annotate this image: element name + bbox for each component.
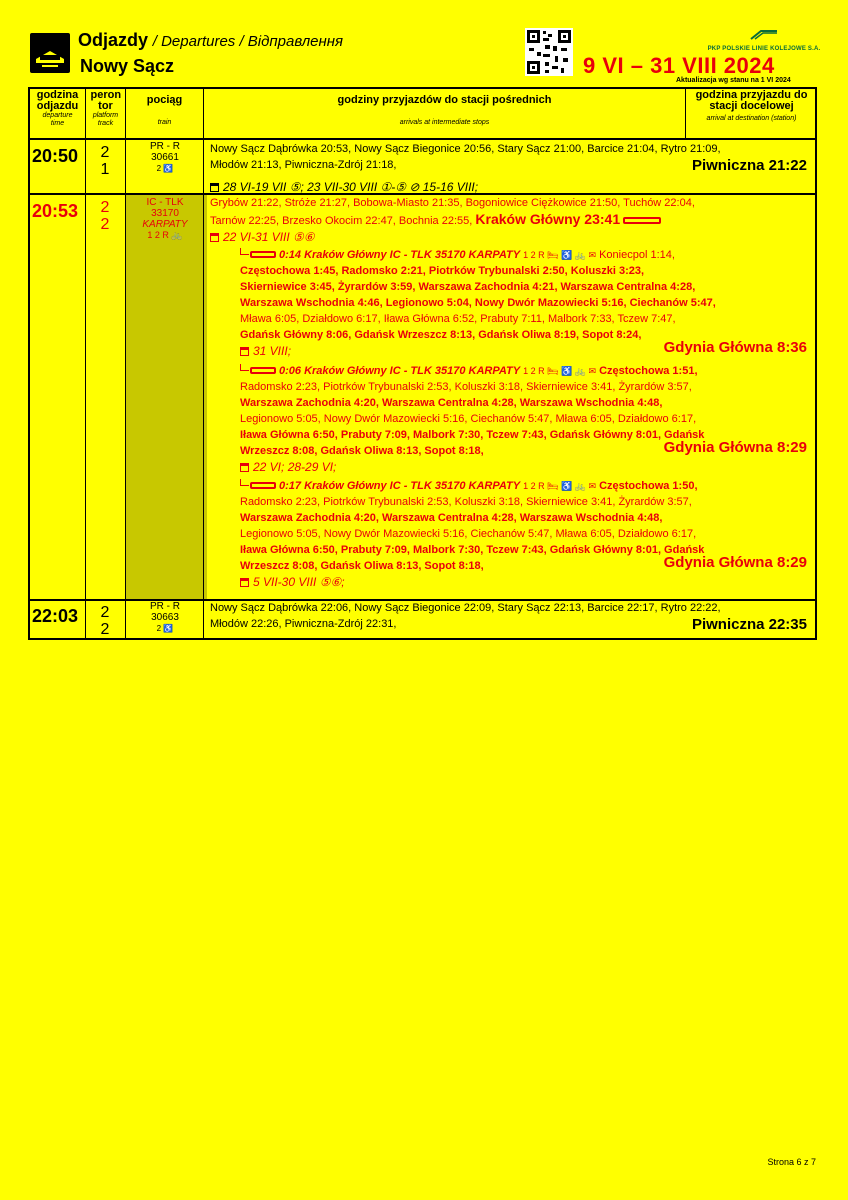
destination-arrival: Piwniczna 22:35 <box>691 616 807 633</box>
intermediate-stops <box>210 141 721 195</box>
header-train-en: train <box>157 119 172 126</box>
column-divider <box>85 89 86 638</box>
connection-icons: 1 2 R 🛏 ♿ 🚲 ✉ <box>523 366 597 376</box>
stops-line: Radomsko 2:23, Piotrków Trybunalski 2:53, Koluszki 3:18, Skierniewice 3:41, Żyrardów 3:57, <box>240 496 692 508</box>
train-icons: 2 ♿ <box>156 624 174 633</box>
departure-time: 20:50 <box>32 146 79 166</box>
stops-line: Częstochowa 1:50, <box>599 480 698 492</box>
train-info <box>127 197 203 241</box>
stops-line: Wrzeszcz 8:08, Gdańsk Oliwa 8:13, Sopot 8:18, <box>240 560 484 572</box>
through-coach-connection <box>240 363 810 475</box>
header-destination <box>686 90 817 139</box>
stops-line: Gdańsk Główny 8:06, Gdańsk Wrzeszcz 8:13, Gdańsk Oliwa 8:19, Sopot 8:24, <box>240 329 642 341</box>
stops-line: Grybów 21:22, Stróże 21:27, Bobowa-Miasto 21:35, Bogoniowice Ciężkowice 21:50, Tuchów 22:04, <box>210 197 695 209</box>
stops-line: Legionowo 5:05, Nowy Dwór Mazowiecki 5:16, Ciechanów 5:47, Mława 6:05, Działdowo 6:17, <box>240 413 697 425</box>
stops-line: Nowy Sącz Dąbrówka 20:53, Nowy Sącz Biegonice 20:56, Stary Sącz 21:00, Barcice 21:04, Rytro 21:09, <box>210 143 721 155</box>
track-number: 1 <box>100 161 110 178</box>
train-number: 33170 <box>151 208 179 219</box>
qr-code-icon <box>525 28 573 76</box>
departure-time: 20:53 <box>32 201 79 221</box>
station-name: Nowy Sącz <box>80 56 175 76</box>
train-info <box>127 601 203 634</box>
running-days: 22 VI-31 VIII ⑤⑥ <box>223 230 315 244</box>
update-note: Aktualizacja wg stanu na 1 VI 2024 <box>676 77 791 84</box>
connection-destination: Gdynia Główna 8:36 <box>663 339 807 356</box>
stops-line: Nowy Sącz Dąbrówka 22:06, Nowy Sącz Biegonice 22:09, Stary Sącz 22:13, Barcice 22:17, Rytro 22:22, <box>210 602 721 614</box>
coach-icon <box>250 482 276 489</box>
connection-icons: 1 2 R 🛏 ♿ 🚲 ✉ <box>523 250 597 260</box>
header-platform-label: peron tor <box>90 89 122 112</box>
connection-arrow-icon <box>240 248 249 255</box>
calendar-icon <box>210 233 219 242</box>
stops-line: Mława 6:05, Działdowo 6:17, Iława Główna 6:52, Prabuty 7:11, Malbork 7:33, Tczew 7:47, <box>240 313 676 325</box>
stops-line: Wrzeszcz 8:08, Gdańsk Oliwa 8:13, Sopot 8:18, <box>240 445 484 457</box>
train-name: KARPATY <box>142 219 188 230</box>
track-number: 2 <box>100 216 110 233</box>
through-coach-connection <box>240 478 810 590</box>
title-translations: / Departures / Відправлення <box>152 33 344 50</box>
stops-line: Iława Główna 6:50, Prabuty 7:09, Malbork 7:30, Tczew 7:43, Gdańsk Główny 8:01, Gdańsk <box>240 544 705 556</box>
through-coach-icon <box>623 217 661 224</box>
validity-period: 9 VI – 31 VIII 2024 <box>583 53 775 78</box>
platform-number: 2 <box>100 144 110 161</box>
train-category: PR - R <box>150 141 180 152</box>
calendar-icon <box>240 578 249 587</box>
track-number: 2 <box>100 621 110 638</box>
train-station-logo-icon <box>30 33 70 73</box>
platform-number: 2 <box>100 604 110 621</box>
header-time-label: godzina odjazdu <box>36 89 79 112</box>
stops-line: Legionowo 5:05, Nowy Dwór Mazowiecki 5:16, Ciechanów 5:47, Mława 6:05, Działdowo 6:17, <box>240 528 697 540</box>
train-info <box>127 141 203 174</box>
connection-band <box>125 195 207 600</box>
stops-line: Tarnów 22:25, Brzesko Okocim 22:47, Bochnia 22:55, <box>210 215 473 227</box>
connection-head: 0:14 Kraków Główny IC - TLK 35170 KARPATY <box>279 249 521 261</box>
connection-head: 0:17 Kraków Główny IC - TLK 35170 KARPATY <box>279 480 521 492</box>
train-number: 30661 <box>151 152 179 163</box>
calendar-icon <box>210 183 219 192</box>
stops-line: Koniecpol 1:14, <box>599 249 675 261</box>
header-destination-label: godzina przyjazdu do stacji docelowej <box>695 89 808 112</box>
connection-arrow-icon <box>240 479 249 486</box>
platform-number: 2 <box>100 199 110 216</box>
header-platform-en: platform track <box>92 112 119 127</box>
connection-destination: Gdynia Główna 8:29 <box>663 554 807 571</box>
header-destination-en: arrival at destination (station) <box>706 115 797 122</box>
stops-line: Częstochowa 1:45, Radomsko 2:21, Piotrków Trybunalski 2:50, Koluszki 3:23, <box>240 265 645 277</box>
intermediate-stops <box>210 195 695 245</box>
train-icons: 1 2 R 🚲 <box>147 230 183 240</box>
connection-head: 0:06 Kraków Główny IC - TLK 35170 KARPATY <box>279 365 521 377</box>
header-time-en: departure time <box>42 112 73 127</box>
coach-icon <box>250 251 276 258</box>
running-days: 28 VI-19 VII ⑤; 23 VII-30 VIII ①-⑤ ⊘ 15-16 VIII; <box>223 180 479 194</box>
connection-destination: Gdynia Główna 8:29 <box>663 439 807 456</box>
coach-icon <box>250 367 276 374</box>
departures-table <box>28 87 817 640</box>
header-train <box>126 95 203 144</box>
intermediate-stops <box>210 600 721 632</box>
page-title <box>78 30 343 51</box>
stops-line: Radomsko 2:23, Piotrków Trybunalski 2:53, Koluszki 3:18, Skierniewice 3:41, Żyrardów 3:57, <box>240 381 692 393</box>
header-train-label: pociąg <box>146 94 183 106</box>
title-pl: Odjazdy <box>78 30 149 50</box>
header-time <box>30 90 85 139</box>
running-days: 22 VI; 28-29 VI; <box>253 460 337 474</box>
header-stops-en: arrivals at intermediate stops <box>399 119 490 126</box>
header-stops <box>204 95 685 144</box>
header-divider <box>30 138 815 140</box>
calendar-icon <box>240 463 249 472</box>
train-icons: 2 ♿ <box>156 164 174 173</box>
running-days: 5 VII-30 VIII ⑤⑥; <box>253 575 345 589</box>
page-number: Strona 6 z 7 <box>767 1157 816 1167</box>
stops-line: Warszawa Zachodnia 4:20, Warszawa Centralna 4:28, Warszawa Wschodnia 4:48, <box>240 512 663 524</box>
column-divider <box>125 89 126 638</box>
stops-line: Warszawa Wschodnia 4:46, Legionowo 5:04, Nowy Dwór Mazowiecki 5:16, Ciechanów 5:47, <box>240 297 716 309</box>
header-platform <box>86 90 125 139</box>
stops-line: Młodów 21:13, Piwniczna-Zdrój 21:18, <box>210 159 397 171</box>
column-divider <box>203 89 204 638</box>
running-days: 31 VIII; <box>253 344 292 358</box>
connection-icons: 1 2 R 🛏 ♿ 🚲 ✉ <box>523 481 597 491</box>
operator-name: PKP POLSKIE LINIE KOLEJOWE S.A. <box>707 46 821 52</box>
connection-arrow-icon <box>240 364 249 371</box>
stops-line: Młodów 22:26, Piwniczna-Zdrój 22:31, <box>210 618 397 630</box>
train-category: PR - R <box>150 601 180 612</box>
departure-time: 22:03 <box>32 606 79 626</box>
stops-line: Iława Główna 6:50, Prabuty 7:09, Malbork 7:30, Tczew 7:43, Gdańsk Główny 8:01, Gdańsk <box>240 429 705 441</box>
destination-arrival: Piwniczna 21:22 <box>691 157 807 174</box>
stops-line: Skierniewice 3:45, Żyrardów 3:59, Warszawa Zachodnia 4:21, Warszawa Centralna 4:28, <box>240 281 696 293</box>
pkp-plk-logo <box>706 28 822 52</box>
pkp-plk-logo-icon <box>749 29 779 41</box>
stops-line: Warszawa Zachodnia 4:20, Warszawa Centralna 4:28, Warszawa Wschodnia 4:48, <box>240 397 663 409</box>
train-category: IC - TLK <box>146 197 184 208</box>
change-station: Kraków Główny 23:41 <box>475 211 621 227</box>
calendar-icon <box>240 347 249 356</box>
train-number: 30663 <box>151 612 179 623</box>
header-stops-label: godziny przyjazdów do stacji pośrednich <box>337 94 552 106</box>
stops-line: Częstochowa 1:51, <box>599 365 698 377</box>
